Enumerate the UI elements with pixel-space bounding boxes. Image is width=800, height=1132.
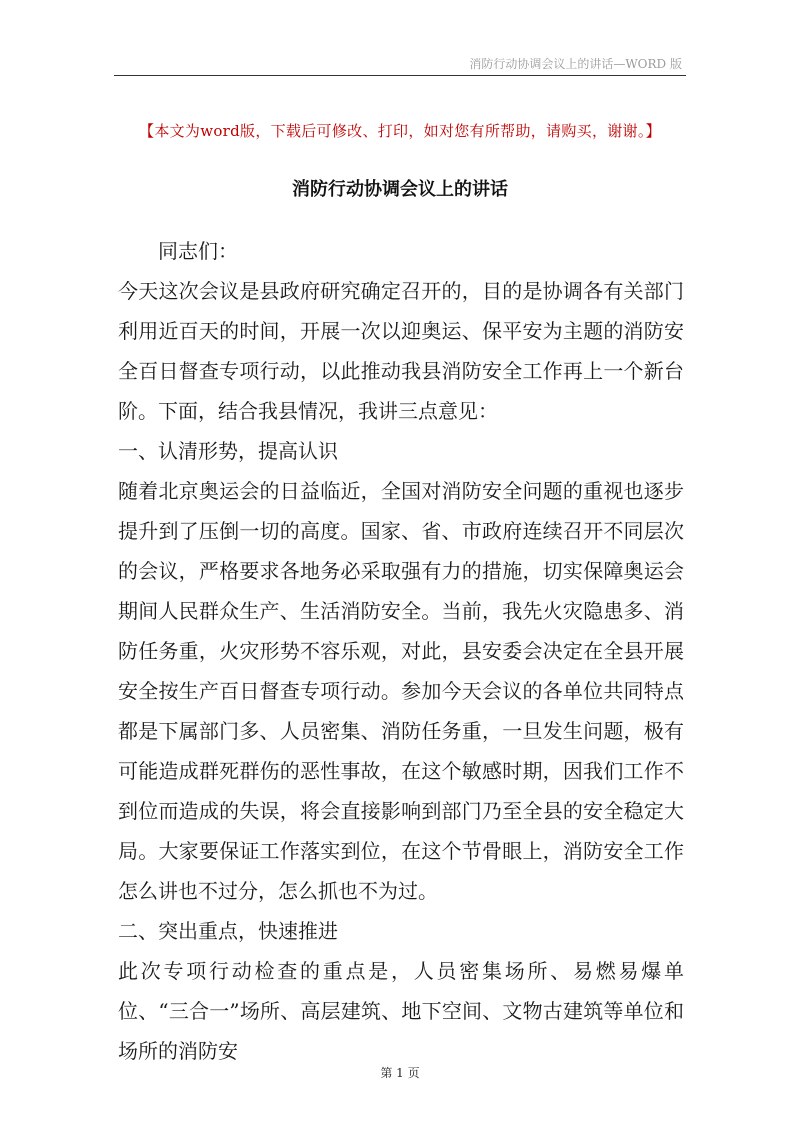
running-header: 消防行动协调会议上的讲话—WORD 版 (469, 57, 682, 71)
document-title: 消防行动协调会议上的讲话 (292, 179, 508, 200)
section-heading-1: 一、认清形势，提高认识 (118, 439, 338, 463)
page-number: 第 1 页 (380, 1066, 420, 1080)
purchase-notice: 【本文为word版，下载后可修改、打印，如对您有所帮助，请购买，谢谢。】 (139, 122, 661, 140)
salutation: 同志们： (158, 239, 238, 263)
paragraph-intro: 今天这次会议是县政府研究确定召开的，目的是协调各有关部门利用近百天的时间，开展一次以迎奥运、保平安为主题的消防安全百日督查专项行动，以此推动我县消防安全工作再上一个新台阶。下面，结合我县情况，我讲三点意见： (118, 279, 684, 423)
document-body (118, 231, 684, 1071)
header-divider (114, 75, 686, 76)
paragraph-section-2: 此次专项行动检查的重点是，人员密集场所、易燃易爆单位、“三合一”场所、高层建筑、地下空间、文物古建筑等单位和场所的消防安 (118, 959, 684, 1063)
section-heading-2: 二、突出重点，快速推进 (118, 919, 338, 943)
paragraph-section-1: 随着北京奥运会的日益临近，全国对消防安全问题的重视也逐步提升到了压倒一切的高度。国家、省、市政府连续召开不同层次的会议，严格要求各地务必采取强有力的措施，切实保障奥运会期间人民群众生产、生活消防安全。当前，我先火灾隐患多、消防任务重，火灾形势不容乐观，对此，县安委会决定在全县开展安全按生产百日督查专项行动。参加今天会议的各单位共同特点都是下属部门多、人员密集、消防任务重，一旦发生问题，极有可能造成群死群伤的恶性事故，在这个敏感时期，因我们工作不到位而造成的失误，将会直接影响到部门乃至全县的安全稳定大局。大家要保证工作落实到位，在这个节骨眼上，消防安全工作怎么讲也不过分，怎么抓也不为过。 (118, 479, 684, 903)
